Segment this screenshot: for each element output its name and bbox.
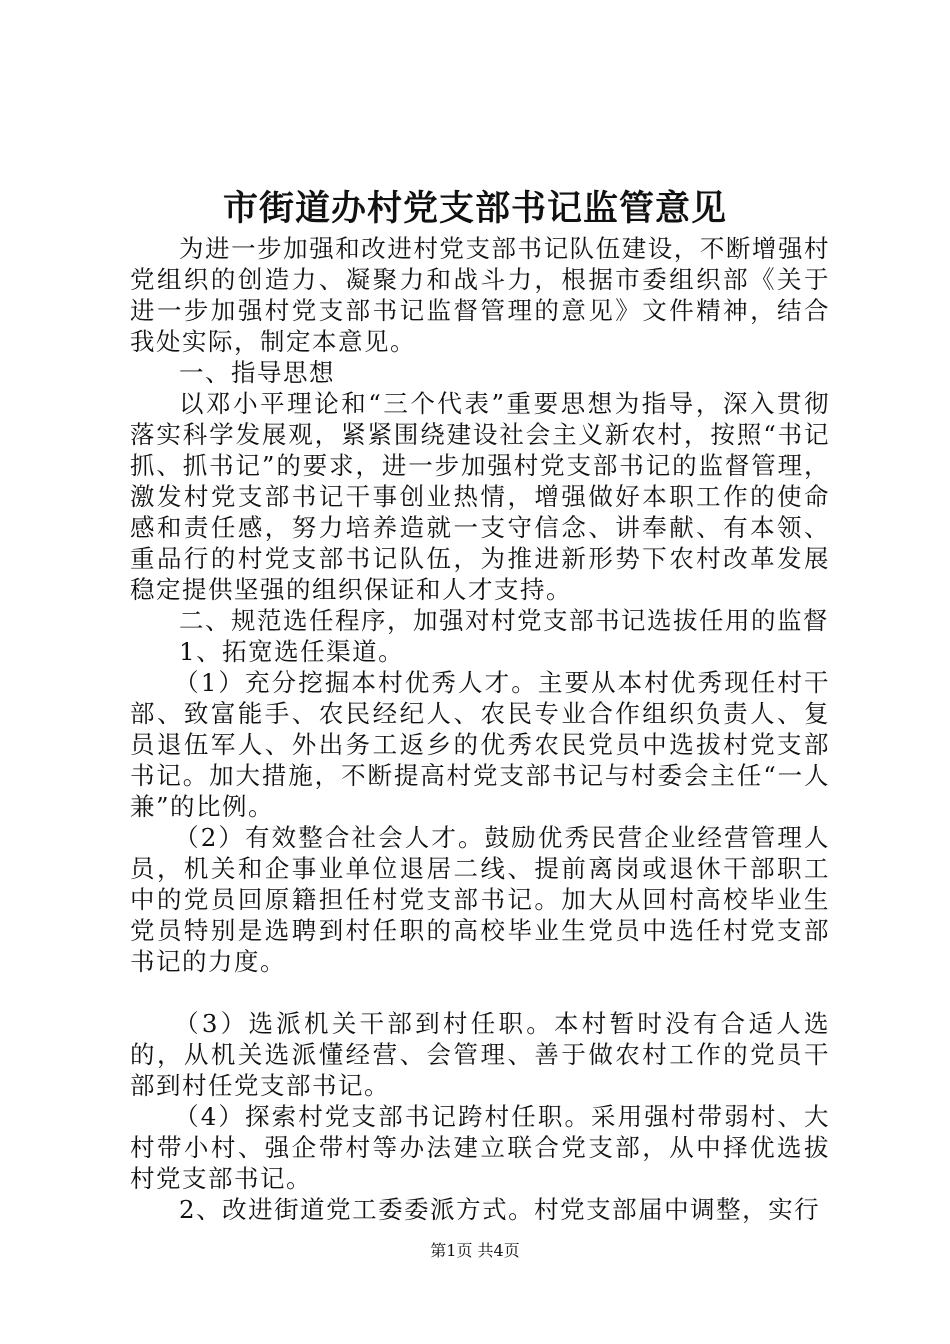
- document-body: [130, 233, 830, 1225]
- paragraph-item-4: （4）探索村党支部书记跨村任职。采用强村带弱村、大村带小村、强企带村等办法建立联合党支部，从中择优选拔村党支部书记。: [130, 1102, 830, 1193]
- page-number-footer: 第1页 共4页: [430, 1241, 520, 1260]
- section-heading-selection-procedure: 二、规范选任程序，加强对村党支部书记选拔任用的监督: [179, 606, 829, 635]
- paragraph-intro: 为进一步加强和改进村党支部书记队伍建设，不断增强村党组织的创造力、凝聚力和战斗力，根据市委组织部《关于进一步加强村党支部书记监督管理的意见》文件精神，结合我处实际，制定本意见。: [130, 234, 830, 356]
- blank-line: [130, 977, 830, 1008]
- paragraph-item-2: （2）有效整合社会人才。鼓励优秀民营企业经营管理人员，机关和企事业单位退居二线、提前离岗或退休干部职工中的党员回原籍担任村党支部书记。加大从回村高校毕业生党员特别是选聘到村任职的高校毕业生党员中选任村党支部书记的力度。: [130, 823, 830, 976]
- subheading-broaden-channels: 1、拓宽选任渠道。: [179, 637, 405, 666]
- subheading-improve-appointment: 2、改进街道党工委委派方式。村党支部届中调整，实行: [179, 1195, 821, 1224]
- paragraph-guiding-ideology: 以邓小平理论和“三个代表”重要思想为指导，深入贯彻落实科学发展观，紧紧围绕建设社会主义新农村，按照“书记抓、抓书记”的要求，进一步加强村党支部书记的监督管理，激发村党支部书记干事创业热情，增强做好本职工作的使命感和责任感，努力培养造就一支守信念、讲奉献、有本领、重品行的村党支部书记队伍，为推进新形势下农村改革发展稳定提供坚强的组织保证和人才支持。: [130, 389, 830, 604]
- document-title: 市街道办村党支部书记监管意见: [222, 188, 727, 229]
- paragraph-item-1: （1）充分挖掘本村优秀人才。主要从本村优秀现任村干部、致富能手、农民经纪人、农民专业合作组织负责人、复员退伍军人、外出务工返乡的优秀农民党员中选拔村党支部书记。加大措施，不断提高村党支部书记与村委会主任“一人兼”的比例。: [130, 668, 830, 821]
- paragraph-item-3: （3）选派机关干部到村任职。本村暂时没有合适人选的，从机关选派懂经营、会管理、善于做农村工作的党员干部到村任党支部书记。: [130, 1009, 830, 1100]
- section-heading-guiding-ideology: 一、指导思想: [179, 358, 335, 387]
